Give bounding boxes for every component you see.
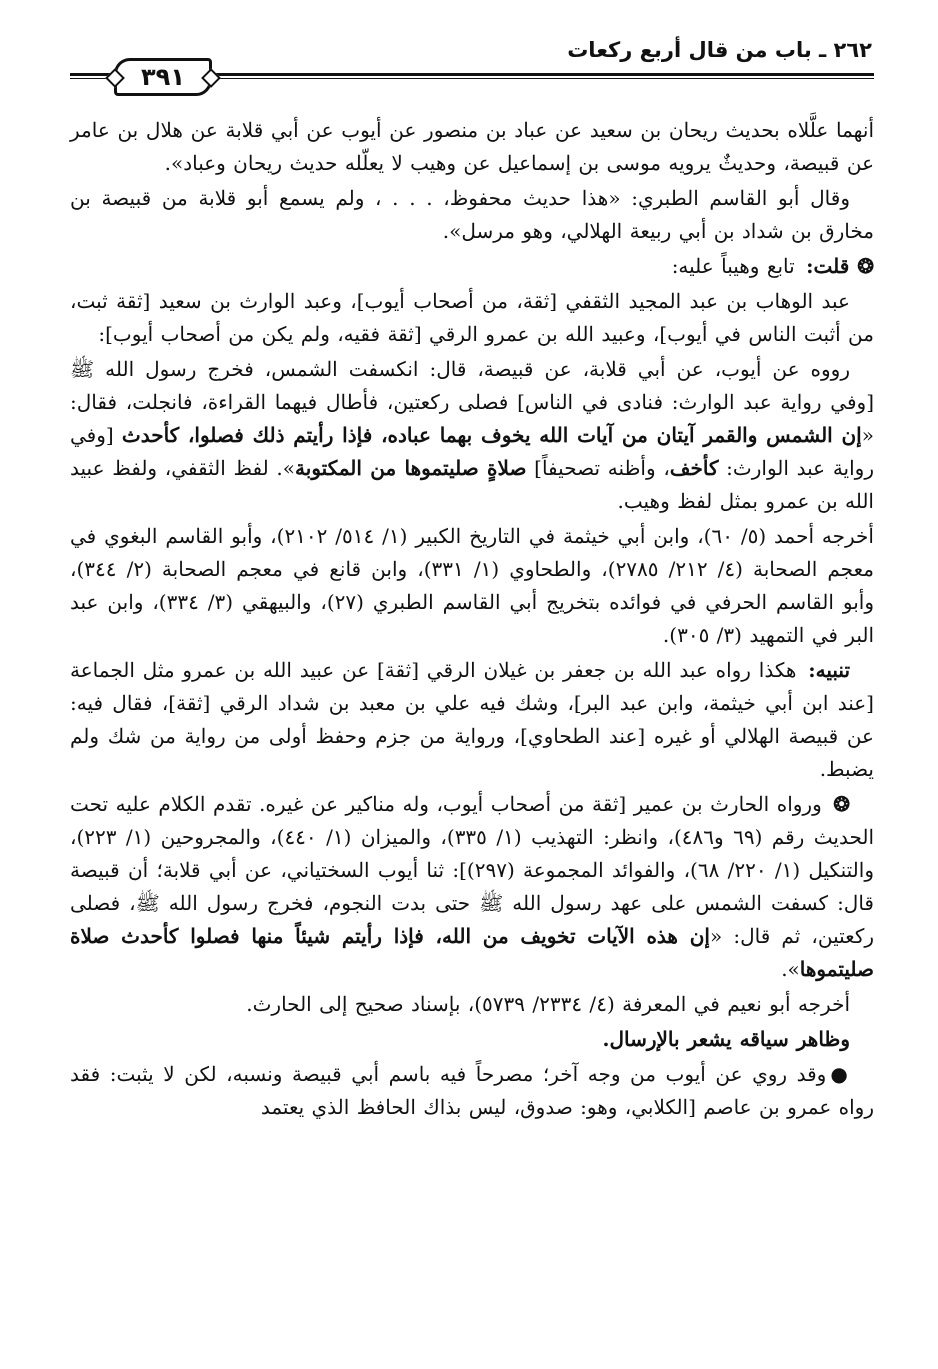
bullet-icon: ●	[830, 1062, 850, 1086]
page-header	[70, 38, 874, 100]
paragraph	[70, 1023, 874, 1056]
paragraph-text: وقال أبو القاسم الطبري: «هذا حديث محفوظ، . . . ، ولم يسمع أبو قلابة من قبيصة بن مخارق بن شداد بن أبي ربيعة الهلالي، وهو مرسل».	[70, 186, 874, 243]
page-number: ٣٩١	[114, 58, 212, 96]
paragraph-text: أخرجه أبو نعيم في المعرفة (٤/ ٢٣٣٤/ ٥٧٣٩)، بإسناد صحيح إلى الحارث.	[246, 992, 850, 1016]
paragraph	[70, 988, 874, 1021]
paragraph-text: ». لفظ الثقفي، ولفظ عبيد الله بن عمرو بمثل لفظ وهيب.	[70, 456, 874, 513]
paragraph-text: ، وأظنه تصحيفاً]	[526, 456, 670, 480]
paragraph	[70, 353, 874, 518]
paragraph	[70, 1058, 874, 1124]
qultu-marker: ❂ قلت:	[806, 254, 874, 278]
paragraph	[70, 788, 874, 986]
hadith-text: إن الشمس والقمر آيتان من آيات الله يخوف بهما عباده، فإذا رأيتم ذلك فصلوا، كأحدث	[121, 423, 862, 447]
paragraph-text: هكذا رواه عبد الله بن جعفر بن غيلان الرقي [ثقة] عن عبيد الله بن عمرو مثل الجماعة [عند ابن أبي خيثمة، وابن عبد البر]، وشك فيه علي بن معبد بن شداد الرقي [ثقة]، فقال فيه: عن قبيصة الهلالي أو غيره [عند الطحاوي]، ورواية من جزم وحفظ أولى من رواية من شك ولم يضبط.	[70, 658, 874, 781]
paragraph-text: وظاهر سياقه يشعر بالإرسال.	[602, 1027, 850, 1051]
paragraph	[70, 114, 874, 180]
hadith-text: صلاةٍ صليتموها من المكتوبة	[295, 456, 527, 480]
running-title: ٢٦٢ ـ باب من قال أربع ركعات	[567, 38, 872, 62]
paragraph	[70, 285, 874, 351]
book-page	[70, 38, 874, 1126]
paragraph-text: أنهما علَّلاه بحديث ريحان بن سعيد عن عباد بن منصور عن أيوب عن أبي قلابة عن هلال بن عامر عن قبيصة، وحديثٌ يرويه موسى بن إسماعيل عن وهيب لا يعلّله حديث ريحان وعباد».	[70, 118, 874, 175]
paragraph-text: ورواه الحارث بن عمير [ثقة من أصحاب أيوب، وله مناكير عن غيره. تقدم الكلام عليه تحت الحديث رقم (٦٩ و٤٨٦)، وانظر: التهذيب (١/ ٣٣٥)، والميزان (١/ ٤٤٠)، والمجروحين (١/ ٢٢٣)، والتنكيل (١/ ٢٢٠/ ٦٨)، والفوائد المجموعة (٢٩٧)]: ثنا أيوب السختياني، عن أبي قلابة؛ أن قبيصة قال: كسفت الشمس على عهد رسول الله ﷺ حتى بدت النجوم، فخرج رسول الله ﷺ، فصلى ركعتين، ثم قال: «	[70, 792, 875, 948]
paragraph	[70, 654, 874, 786]
paragraph-text: ».	[781, 957, 800, 981]
paragraph	[70, 182, 874, 248]
tanbih-marker: تنبيه:	[808, 658, 851, 682]
paragraph-text: رووه عن أيوب، عن أبي قلابة، عن قبيصة، قال: انكسفت الشمس، فخرج رسول الله ﷺ [وفي رواية عبد الوارث: فنادى في الناس] فصلى ركعتين، فأطال فيهما القراءة، فانجلت، فقال: «	[70, 357, 874, 447]
paragraph	[70, 520, 874, 652]
hadith-text: إن هذه الآيات تخويف من الله، فإذا رأيتم شيئاً منها فصلوا كأحدث صلاة صليتموها	[70, 924, 874, 981]
paragraph-text: أخرجه أحمد (٥/ ٦٠)، وابن أبي خيثمة في التاريخ الكبير (١/ ٥١٤/ ٢١٠٢)، وأبو القاسم البغوي في معجم الصحابة (٤/ ٢١٢/ ٢٧٨٥)، والطحاوي (١/ ٣٣١)، وابن قانع في معجم الصحابة (٢/ ٣٤٤)، وأبو القاسم الحرفي في فوائده بتخريج أبي القاسم الطبري (٢٧)، والبيهقي (٣/ ٣٣٤)، وابن عبد البر في التمهيد (٣/ ٣٠٥).	[70, 524, 874, 647]
paragraph-text: [وفي رواية عبد الوارث:	[70, 423, 874, 480]
page-body	[70, 114, 874, 1124]
paragraph-text: وقد روي عن أيوب من وجه آخر؛ مصرحاً فيه باسم أبي قبيصة ونسبه، لكن لا يثبت: فقد رواه عمرو بن عاصم [الكلابي، وهو: صدوق، ليس بذاك الحافظ الذي يعتمد	[70, 1062, 874, 1119]
paragraph-text: تابع وهيباً عليه:	[671, 254, 795, 278]
paragraph-text: عبد الوهاب بن عبد المجيد الثقفي [ثقة، من أصحاب أيوب]، وعبد الوارث بن سعيد [ثقة ثبت، من أثبت الناس في أيوب]، وعبيد الله بن عمرو الرقي [ثقة فقيه، ولم يكن من أصحاب أيوب]:	[70, 289, 874, 346]
paragraph	[70, 250, 874, 283]
section-marker-icon: ❂	[833, 792, 851, 816]
hadith-text: كأخف	[669, 456, 719, 480]
